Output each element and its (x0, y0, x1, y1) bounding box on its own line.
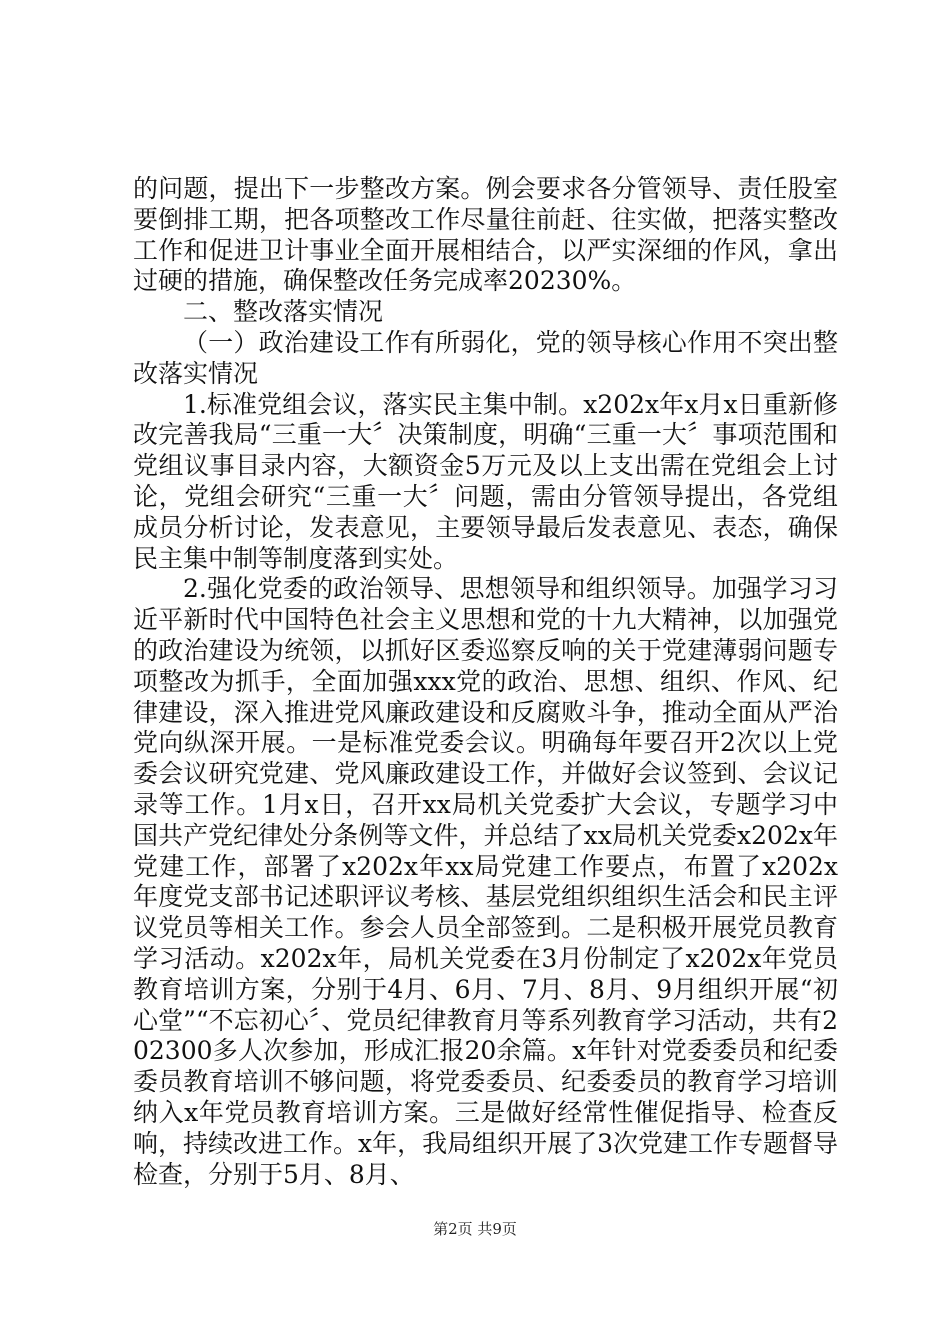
paragraph-continuation: 的问题，提出下一步整改方案。例会要求各分管领导、责任股室要倒排工期，把各项整改工作尽量往前赶、往实做，把落实整改工作和促进卫计事业全面开展相结合，以严实深细的作风，拿出过硬的措施，确保整改任务完成率20230%。 (133, 174, 838, 296)
subsection-heading: （一）政治建设工作有所弱化，党的领导核心作用不突出整改落实情况 (133, 327, 838, 388)
paragraph-item-1: 1.标准党组会议，落实民主集中制。x202x年x月x日重新修改完善我局“三重一大〞决策制度，明确“三重一大〞事项范围和党组议事目录内容，大额资金5万元及以上支出需在党组会上讨论，党组会研究“三重一大〞问题，需由分管领导提出，各党组成员分析讨论，发表意见，主要领导最后发表意见、表态，确保民主集中制等制度落到实处。 (133, 389, 838, 573)
page-footer: 第2页 共9页 (433, 1220, 517, 1238)
document-body (133, 174, 838, 1190)
paragraph-item-2: 2.强化党委的政治领导、思想领导和组织领导。加强学习习近平新时代中国特色社会主义思想和党的十九大精神，以加强党的政治建设为统领，以抓好区委巡察反响的关于党建薄弱问题专项整改为抓手，全面加强xxx党的政治、思想、组织、作风、纪律建设，深入推进党风廉政建设和反腐败斗争，推动全面从严治党向纵深开展。一是标准党委会议。明确每年要召开2次以上党委会议研究党建、党风廉政建设工作，并做好会议签到、会议记录等工作。1月x日，召开xx局机关党委扩大会议，专题学习中国共产党纪律处分条例等文件，并总结了xx局机关党委x202x年党建工作，部署了x202x年xx局党建工作要点，布置了x202x年度党支部书记述职评议考核、基层党组织组织生活会和民主评议党员等相关工作。参会人员全部签到。二是积极开展党员教育学习活动。x202x年，局机关党委在3月份制定了x202x年党员教育培训方案，分别于4月、6月、7月、8月、9月组织开展“初心堂”“不忘初心〞、党员纪律教育月等系列教育学习活动，共有202300多人次参加，形成汇报20余篇。x年针对党委委员和纪委委员教育培训不够问题，将党委委员、纪委委员的教育学习培训纳入x年党员教育培训方案。三是做好经常性催促指导、检查反响，持续改进工作。x年，我局组织开展了3次党建工作专题督导检查，分别于5月、8月、 (133, 574, 839, 1189)
section-heading: 二、整改落实情况 (183, 297, 384, 327)
